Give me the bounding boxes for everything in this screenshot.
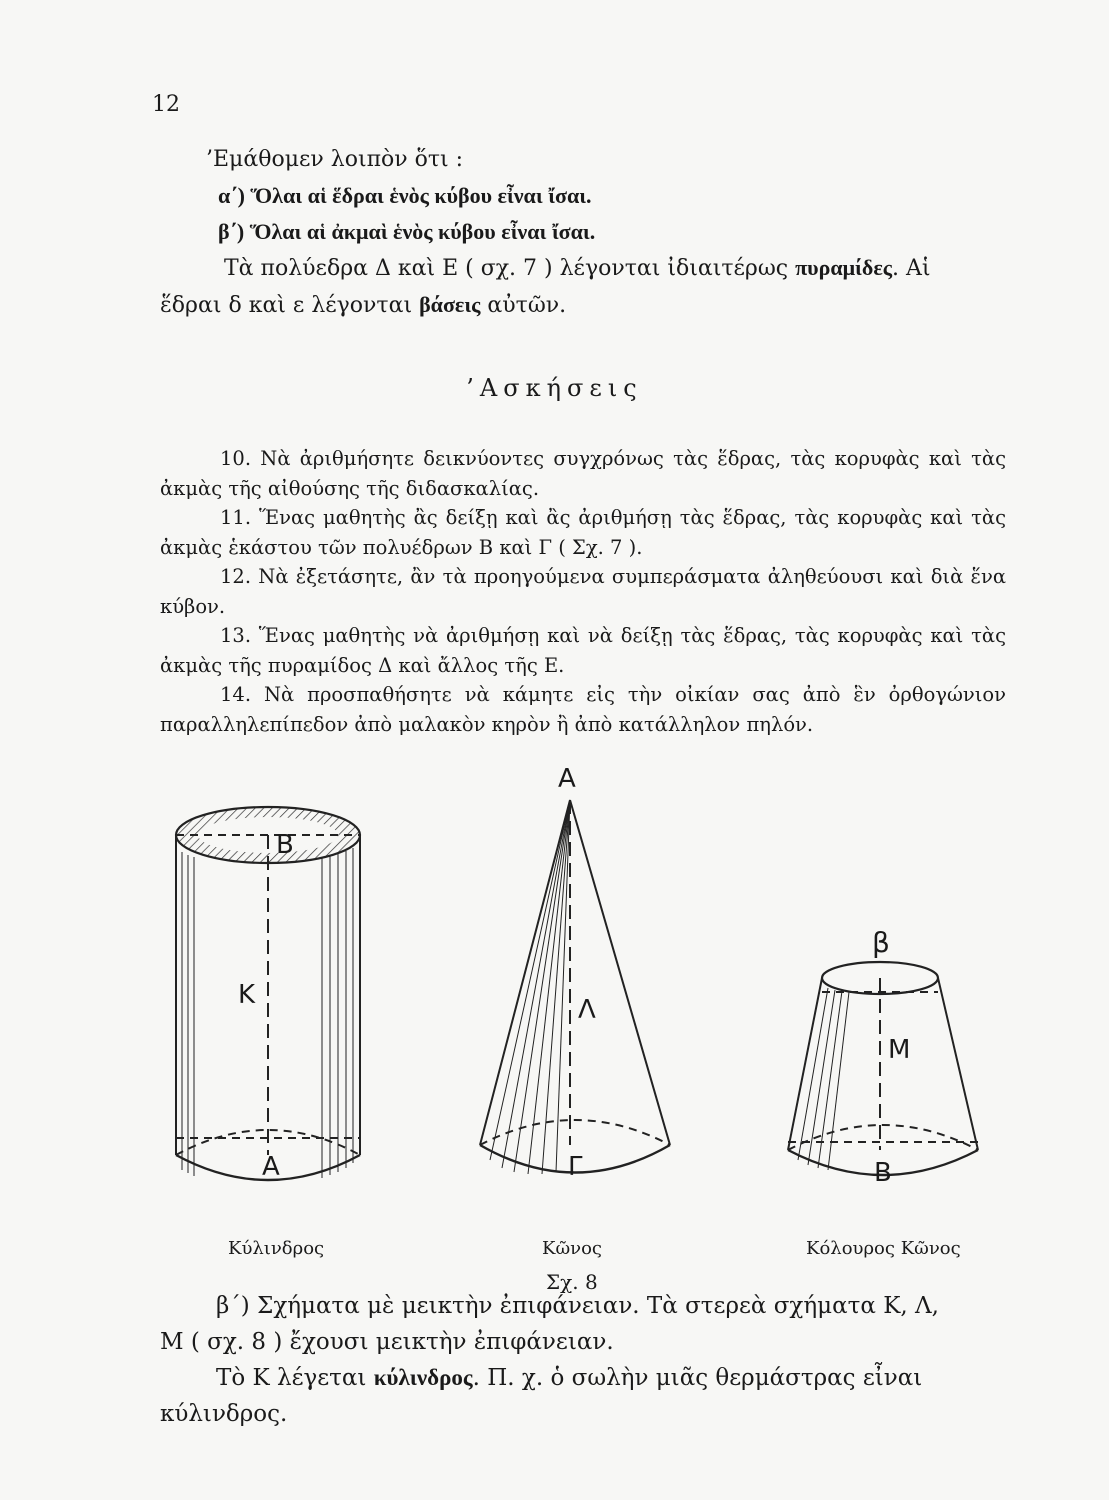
bottom-line-3 <box>160 1360 1002 1396</box>
exercise-11: 11. Ἕνας μαθητὴς ἂς δείξῃ καὶ ἂς ἀριθμήσῃ τὰς ἕδρας, τὰς κορυφὰς καὶ τὰς ἀκμὰς ἑκάστου τῶν πολυέδρων Β καὶ Γ ( Σχ. 7 ). <box>160 506 1006 559</box>
bottom-line-2: Μ ( σχ. 8 ) ἔχουσι μεικτὴν ἐπιφάνειαν. <box>160 1329 614 1355</box>
exercise-10: 10. Νὰ ἀριθμήσητε δεικνύοντες συγχρόνως τὰς ἕδρας, τὰς κορυφὰς καὶ τὰς ἀκμὰς τῆς αἰθούσης τῆς διδασκαλίας. <box>160 447 1006 500</box>
bottom-line-3-start: Τὸ Κ λέγεται <box>216 1365 374 1391</box>
bottom-line-1: β΄) Σχήματα μὲ μεικτὴν ἐπιφάνειαν. Τὰ στερεὰ σχήματα Κ, Λ, <box>216 1293 939 1319</box>
cone-base-label: Γ <box>568 1152 583 1182</box>
cylinder-caption: Κύλινδρος <box>228 1238 325 1259</box>
intro-line-2 <box>160 287 1002 324</box>
cone-apex-label: Α <box>558 764 576 794</box>
cylinder-top-label: Β <box>276 830 294 860</box>
cone-axis-label: Λ <box>578 995 596 1025</box>
frustum-drawing <box>788 962 978 1175</box>
intro-block <box>160 142 1002 324</box>
rule-b: β΄) Ὅλαι αἱ ἀκμαὶ ἑνὸς κύβου εἶναι ἴσαι. <box>218 219 596 244</box>
intro-line-1 <box>160 250 1002 287</box>
intro-line-2-start: ἕδραι δ καὶ ε λέγονται <box>160 293 420 318</box>
frustum-axis-label: Μ <box>888 1035 911 1065</box>
exercises-heading: ’Ασκήσεις <box>466 374 643 402</box>
intro-line-1-end: . Αἱ <box>892 256 931 281</box>
frustum-top-label: β <box>872 926 890 959</box>
frustum-caption: Κόλουρος Κῶνος <box>806 1238 961 1259</box>
exercise-12: 12. Νὰ ἐξετάσητε, ἂν τὰ προηγούμενα συμπεράσματα ἀληθεύουσι καὶ διὰ ἕνα κύβον. <box>160 565 1006 618</box>
cylinder-drawing <box>176 807 360 1180</box>
exercise-list <box>160 444 1006 739</box>
frustum-bottom-label: Β <box>874 1158 892 1188</box>
cone-drawing <box>480 800 670 1174</box>
term-bases: βάσεις <box>419 292 481 317</box>
bottom-line-4: κύλινδρος. <box>160 1401 288 1427</box>
term-cylinder: κύλινδρος <box>373 1365 473 1390</box>
intro-lead: ’Εμάθομεν λοιπὸν ὅτι : <box>206 147 464 172</box>
intro-line-2-end: αὐτῶν. <box>480 293 567 318</box>
exercise-14: 14. Νὰ προσπαθήσητε νὰ κάμητε εἰς τὴν οἰκίαν σας ἀπὸ ἓν ὀρθογώνιον παραλληλεπίπεδον ἀπὸ μαλακὸν κηρὸν ἢ ἀπὸ κατάλληλον πηλόν. <box>160 683 1006 736</box>
exercise-13: 13. Ἕνας μαθητὴς νὰ ἀριθμήσῃ καὶ νὰ δείξῃ τὰς ἕδρας, τὰς κορυφὰς καὶ τὰς ἀκμὰς τῆς πυραμίδος Δ καὶ ἄλλος τῆς Ε. <box>160 624 1006 677</box>
figure-8 <box>150 760 1010 1320</box>
page-number: 12 <box>152 92 180 117</box>
term-pyramids: πυραμίδες <box>795 255 893 280</box>
bottom-text <box>160 1288 1002 1432</box>
cylinder-axis-label: Κ <box>238 980 256 1010</box>
cylinder-bottom-label: Α <box>262 1152 280 1182</box>
intro-line-1-start: Τὰ πολύεδρα Δ καὶ Ε ( σχ. 7 ) λέγονται ἰδιαιτέρως <box>224 256 796 281</box>
rule-a: α΄) Ὅλαι αἱ ἕδραι ἑνὸς κύβου εἶναι ἴσαι. <box>218 183 592 208</box>
cone-caption: Κῶνος <box>542 1238 602 1259</box>
bottom-line-3-end: . Π. χ. ὁ σωλὴν μιᾶς θερμάστρας εἶναι <box>472 1365 923 1391</box>
figure-number: Σχ. 8 <box>546 1270 598 1294</box>
